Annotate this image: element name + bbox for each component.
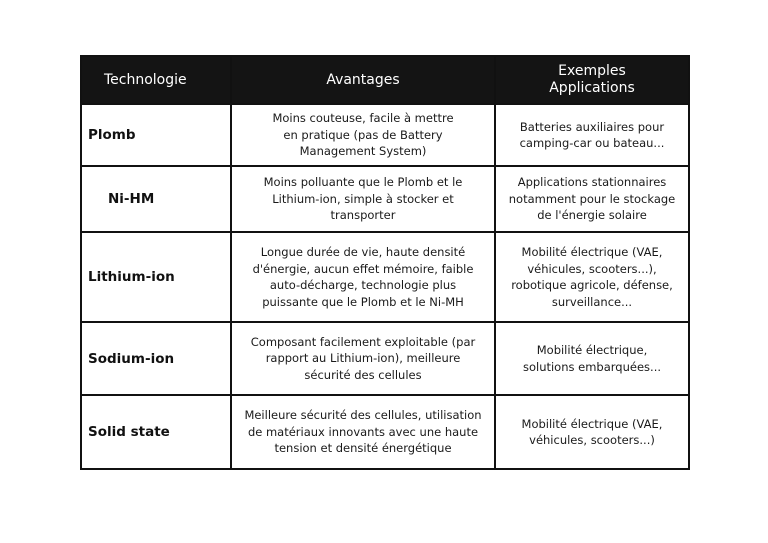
header-exemples-line1: Exemples	[558, 63, 626, 79]
exemples-line: solutions embarquées...	[522, 359, 662, 374]
avantages-line: Lithium-ion, simple à stocker et	[272, 191, 454, 206]
exemples-line: Mobilité électrique (VAE,	[521, 416, 663, 431]
avantages-cell	[231, 395, 495, 469]
table-row-sodium-ion	[81, 322, 689, 395]
exemples-line: robotique agricole, défense,	[511, 278, 673, 292]
avantages-cell	[231, 232, 495, 322]
avantages-line: d'énergie, aucun effet mémoire, faible	[252, 261, 474, 276]
avantages-line: Longue durée de vie, haute densité	[260, 245, 466, 259]
avantages-line: puissante que le Plomb et le Ni-MH	[262, 294, 464, 309]
header-row	[81, 56, 689, 104]
tech-name-cell: Sodium-ion	[81, 322, 231, 395]
table-header	[81, 56, 689, 104]
avantages-line: Management System)	[299, 144, 427, 159]
exemples-cell	[495, 166, 689, 232]
exemples-line: camping-car ou bateau...	[519, 136, 665, 150]
avantages-line: auto-décharge, technologie plus	[269, 278, 457, 292]
avantages-line: en pratique (pas de Battery	[283, 127, 443, 142]
exemples-line: de l'énergie solaire	[537, 208, 647, 223]
avantages-cell	[231, 166, 495, 232]
table-row-ni-hm	[81, 166, 689, 232]
battery-technology-table	[80, 55, 690, 470]
avantages-cell	[231, 322, 495, 395]
avantages-cell	[231, 104, 495, 166]
avantages-line: sécurité des cellules	[304, 367, 422, 382]
exemples-cell	[495, 322, 689, 395]
exemples-line: Applications stationnaires	[517, 175, 667, 190]
tech-name-cell: Ni-HM	[81, 166, 231, 232]
header-technologie: Technologie	[81, 56, 231, 104]
table-body	[81, 104, 689, 469]
avantages-line: transporter	[330, 208, 396, 223]
technology-table-container	[80, 55, 688, 470]
tech-name-cell: Lithium-ion	[81, 232, 231, 322]
exemples-line: Mobilité électrique (VAE,	[521, 245, 663, 259]
avantages-line: Moins polluante que le Plomb et le	[263, 175, 463, 190]
exemples-line: notamment pour le stockage	[508, 191, 676, 206]
avantages-line: de matériaux innovants avec une haute	[247, 424, 479, 439]
exemples-cell	[495, 395, 689, 469]
exemples-line: Batteries auxiliaires pour	[519, 119, 665, 134]
avantages-line: Moins couteuse, facile à mettre	[272, 111, 454, 126]
header-exemples-line2: Applications	[549, 80, 635, 96]
exemples-line: véhicules, scooters...),	[527, 261, 657, 276]
exemples-cell	[495, 232, 689, 322]
exemples-line: véhicules, scooters...)	[529, 433, 655, 447]
table-row-plomb	[81, 104, 689, 166]
avantages-line: rapport au Lithium-ion), meilleure	[265, 351, 461, 366]
header-avantages: Avantages	[231, 56, 495, 104]
exemples-cell	[495, 104, 689, 166]
avantages-line: tension et densité énergétique	[274, 441, 452, 456]
tech-name-cell: Plomb	[81, 104, 231, 166]
avantages-line: Composant facilement exploitable (par	[250, 334, 476, 349]
avantages-line: Meilleure sécurité des cellules, utilisation	[244, 408, 482, 423]
table-row-solid-state	[81, 395, 689, 469]
tech-name-cell: Solid state	[81, 395, 231, 469]
header-exemples-applications	[495, 56, 689, 104]
table-row-lithium-ion	[81, 232, 689, 322]
exemples-line: Mobilité électrique,	[536, 343, 648, 357]
exemples-line: surveillance...	[551, 294, 633, 309]
